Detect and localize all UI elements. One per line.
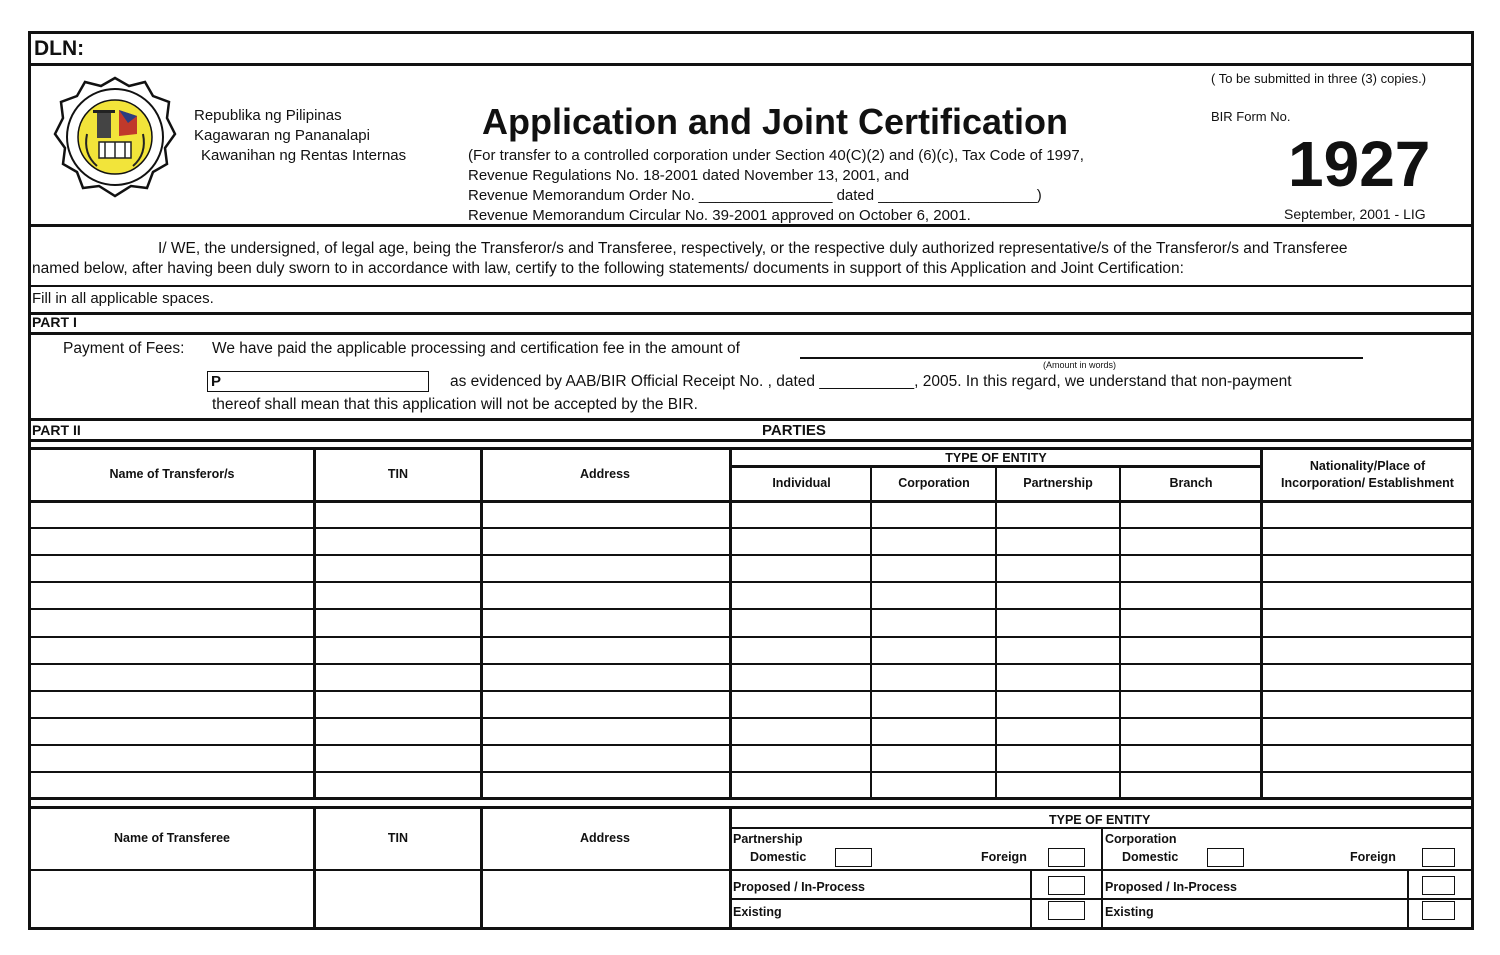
transferor-row-line (28, 717, 1474, 719)
receipt-text-2: thereof shall mean that this application will not be accepted by the BIR. (212, 396, 698, 413)
col-transferee-tin: TIN (387, 831, 409, 845)
rule-under-header (28, 224, 1474, 227)
transferor-vline-4 (870, 465, 872, 798)
partnership-proposed-checkbox[interactable] (1048, 876, 1085, 895)
agency-line-1: Republika ng Pilipinas (194, 107, 342, 124)
subtitle-line-2: Revenue Regulations No. 18-2001 dated November 13, 2001, and (468, 167, 910, 184)
bir-form-label: BIR Form No. (1211, 109, 1291, 124)
col-corporation: Corporation (898, 476, 970, 490)
transferor-row-line (28, 771, 1474, 773)
subtitle-line-1: (For transfer to a controlled corporation under Section 40(C)(2) and (6)(c), Tax Code of 1997, (468, 147, 1084, 164)
partnership-foreign-label: Foreign (981, 850, 1027, 864)
copies-note: ( To be submitted in three (3) copies.) (1211, 71, 1427, 86)
partnership-domestic-checkbox[interactable] (835, 848, 872, 867)
transferor-row-line (28, 554, 1474, 556)
subtitle-line-3: Revenue Memorandum Order No. ________________ dated ___________________) (468, 187, 1042, 204)
transferee-vline-4 (1101, 827, 1103, 930)
subtitle-line-4: Revenue Memorandum Circular No. 39-2001 approved on October 6, 2001. (468, 207, 971, 224)
col-individual: Individual (772, 476, 831, 490)
transferor-row-line (28, 608, 1474, 610)
rule-under-intro (28, 285, 1474, 287)
rule-under-part2 (28, 439, 1474, 442)
rule-under-dln (28, 63, 1474, 66)
transferor-row-line (28, 663, 1474, 665)
agency-line-2: Kagawaran ng Pananalapi (194, 127, 370, 144)
amount-words-caption: (Amount in words) (1043, 360, 1117, 370)
transferee-vline-6 (1407, 869, 1409, 930)
corporation-proposed-label: Proposed / In-Process (1105, 880, 1237, 894)
form-number: 1927 (1288, 128, 1431, 200)
corporation-label: Corporation (1105, 832, 1177, 846)
corporation-foreign-label: Foreign (1350, 850, 1396, 864)
col-transferee-address: Address (579, 831, 631, 845)
corporation-domestic-checkbox[interactable] (1207, 848, 1244, 867)
receipt-text: as evidenced by AAB/BIR Official Receipt No. , dated ___________, 2005. In this regard, we understand that non-payment (450, 373, 1292, 390)
partnership-label: Partnership (733, 832, 803, 846)
transferor-vline-5 (995, 465, 997, 798)
transferor-row-line (28, 744, 1474, 746)
dln-label: DLN: (34, 37, 85, 60)
col-transferor-name: Name of Transferor/s (109, 467, 235, 481)
transferor-row-line (28, 636, 1474, 638)
corporation-existing-checkbox[interactable] (1422, 901, 1455, 920)
rule-under-part1 (28, 332, 1474, 335)
rule-under-fill (28, 312, 1474, 315)
col-transferee-name: Name of Transferee (113, 831, 231, 845)
part1-label: PART I (32, 314, 77, 330)
transferor-header-bottom (28, 500, 1474, 503)
peso-amount-field[interactable] (207, 371, 429, 392)
transferee-type-of-entity: TYPE OF ENTITY (1049, 813, 1151, 827)
transferor-row-line (28, 581, 1474, 583)
transferee-vline-5 (1030, 869, 1032, 930)
intro-line-1: I/ WE, the undersigned, of legal age, being the Transferor/s and Transferee, respectively, or the respective duly authorized representative/s of the Transferor/s and Transferee (158, 240, 1348, 257)
transferee-vline-1 (313, 806, 316, 930)
partnership-existing-checkbox[interactable] (1048, 901, 1085, 920)
fees-text: We have paid the applicable processing and certification fee in the amount of (212, 340, 740, 357)
col-nationality-2: Incorporation/ Establishment (1281, 476, 1454, 490)
transferor-table-top (28, 447, 1474, 450)
transferee-vline-3 (729, 806, 732, 930)
amount-words-line[interactable] (800, 357, 1363, 359)
partnership-proposed-label: Proposed / In-Process (733, 880, 865, 894)
transferor-row-line (28, 690, 1474, 692)
parties-title: PARTIES (762, 422, 826, 439)
corporation-proposed-checkbox[interactable] (1422, 876, 1455, 895)
corporation-foreign-checkbox[interactable] (1422, 848, 1455, 867)
partnership-foreign-checkbox[interactable] (1048, 848, 1085, 867)
col-nationality-1: Nationality/Place of (1309, 459, 1426, 473)
transferee-table-top (28, 806, 1474, 809)
fees-label: Payment of Fees: (63, 340, 185, 357)
transferor-row-line (28, 527, 1474, 529)
transferee-header-bottom (28, 869, 730, 871)
form-version: September, 2001 - LIG (1284, 206, 1426, 222)
transferor-table-bottom (28, 797, 1474, 800)
col-partnership: Partnership (1023, 476, 1093, 490)
partnership-existing-label: Existing (733, 905, 782, 919)
transferor-vline-6 (1119, 465, 1121, 798)
transferee-vline-2 (480, 806, 483, 930)
partnership-domestic-label: Domestic (750, 850, 807, 864)
fill-instruction: Fill in all applicable spaces. (32, 290, 214, 307)
corporation-domestic-label: Domestic (1122, 850, 1179, 864)
rule-above-part2 (28, 418, 1474, 421)
col-transferor-tin: TIN (387, 467, 409, 481)
col-transferor-address: Address (579, 467, 631, 481)
agency-line-3: Kawanihan ng Rentas Internas (201, 147, 407, 164)
type-of-entity-header: TYPE OF ENTITY (945, 451, 1047, 465)
form-title: Application and Joint Certification (482, 101, 1069, 142)
peso-prefix: P (211, 373, 222, 390)
corporation-existing-label: Existing (1105, 905, 1154, 919)
col-branch: Branch (1169, 476, 1213, 490)
intro-line-2: named below, after having been duly sworn to in accordance with law, certify to the following statements/ documents in support of this Application and Joint Certification: (32, 260, 1184, 277)
bir-seal (53, 76, 177, 198)
part2-label: PART II (32, 422, 81, 438)
